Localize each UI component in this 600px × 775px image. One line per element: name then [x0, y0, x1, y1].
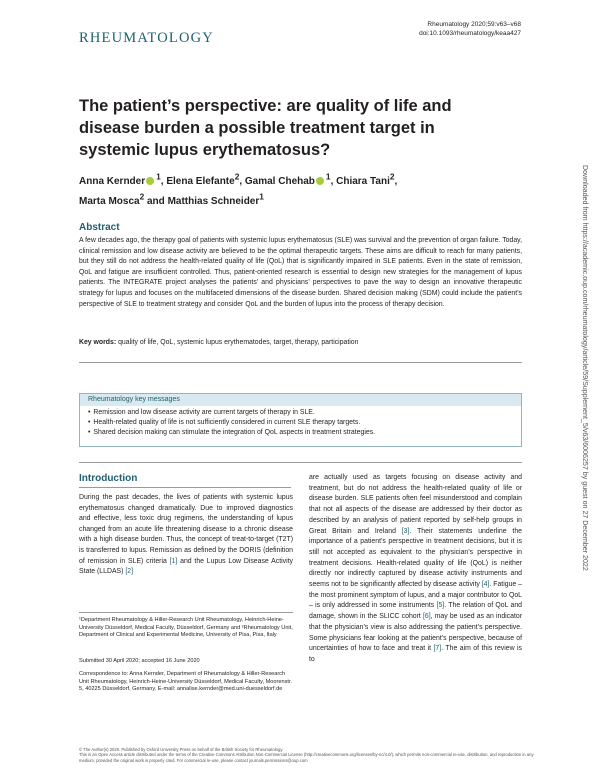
- reference-link[interactable]: [5]: [436, 602, 445, 610]
- abstract-text: A few decades ago, the therapy goal of patients with systemic lupus erythematosus (SLE) was survival and the prevention of organ failure. Today, clinical remission and low disease activity are believed to be the optimal therapeutic targets. These aims are difficult to reach for many patients, but they still do not address the health-related quality of life (QoL) that is significantly impaired in SLE patients. Even in the state of remission, QoL and fatigue are insufficient controlled. Thus, patient-oriented research is essential to design new strategies for the management of lupus patients. The INTEGRATE project analyses the patients’ and physicians’ perspectives to pave the way to design an innovative therapeutic strategy for lupus and focuses on the multifaceted dimensions of the disease burden. Shared decision making (SDM) could include the patient’s perspective of SLE to treatment strategy and consider QoL and the burden of lupus into the process of therapy decision.: [79, 237, 522, 308]
- author: Elena Elefante$^2$,: [166, 172, 245, 188]
- copyright-notice: [79, 747, 534, 763]
- submission-dates: Submitted 30 April 2020; accepted 16 June 2020: [79, 658, 200, 664]
- orcid-icon[interactable]: [316, 177, 324, 185]
- key-message-item: • Shared decision making can stimulate the integration of QoL aspects in treatment strategies.: [88, 428, 521, 438]
- introduction-heading: Introduction: [79, 473, 138, 484]
- author: Gamal Chehab $^1$,: [244, 172, 337, 188]
- introduction-right-column: are actually used as targets focusing on disease activity and treatment, but do not address the health-related quality of life or disease burden. SLE patients often feel misunderstood and complain that not all aspects of the disease are addressed by their doctor as described by an analysis of patient reported by self-help groups in Great Britain and Ireland [3]. Their statements underline the importance of a patient’s perspective in treatment decisions, but it is still not accepted as equivalent to the physician’s perspective in treatment decisions. Health-related quality of life (QoL) is neither directly nor indirectly captured by disease activity instruments and seems not to be significantly affected by disease activity [4]. Fatigue – the most prominent symptom of lupus, and a major contributor to QoL – is only addressed in some instruments [5]. The relation of QoL and damage, shown in the SLICC cohort [6], may be used as an indicator that the physician’s view is also addressing the patient’s perspective. Some physicians fear looking at the patient’s perspective, because of uncertainties of how to face and treat it [7]. The aim of this review is to: [309, 474, 523, 663]
- author: Chiara Tani$^2$,: [336, 172, 398, 188]
- affiliations-footnote: ¹Department Rheumatology & Hiller-Research Unit Rheumatology, Heinrich-Heine-University Düsseldorf, Medical Faculty, Düsseldorf, Germany and ²Rheumatology Unit, Department of Clinical and Experimental Medicine, University of Pisa, Pisa, Italy: [79, 617, 293, 639]
- reference-link[interactable]: [3]: [401, 527, 410, 535]
- reference-link[interactable]: [1]: [169, 557, 178, 565]
- correspondence-footnote: Correspondence to: Anna Kernder, Department of Rheumatology & Hiller-Research Unit Rheumatology, Heinrich-Heine-University Düsseldorf, Medical Faculty, Moorenstr. 5, 40225 Düsseldorf, Germany. E-mail: annalise.kernder@med.uni-duesseldorf.de: [79, 671, 293, 693]
- download-watermark: Downloaded from https://academic.oup.com/rheumatology/article/59/Supplement_5/v63/6006257 by guest on 27 December 2022: [581, 165, 589, 571]
- keywords-label: Key words:: [79, 339, 117, 346]
- divider: [79, 462, 522, 463]
- abstract-heading: Abstract: [79, 222, 120, 233]
- copyright-line: © The Author(s) 2020. Published by Oxford University Press on behalf of the British Society for Rheumatology.: [79, 747, 284, 752]
- journal-name: RHEUMATOLOGY: [79, 30, 214, 46]
- keywords: [79, 338, 522, 348]
- key-message-item: • Remission and low disease activity are current targets of therapy in SLE.: [88, 408, 521, 418]
- footnote-divider: [79, 612, 293, 613]
- reference-link[interactable]: [7]: [433, 645, 442, 653]
- citation-block: [419, 20, 521, 38]
- divider: [79, 487, 291, 488]
- introduction-left-column: During the past decades, the lives of patients with systemic lupus erythematosus changed dramatically. Due to improved diagnostics and effective, less toxic drug regimens, the understanding of lupus changed from an acute life threatening disease to a chronic disease with a high disease burden. Thus, the concept of treat-to-target (T2T) is transferred to lupus. Remission as defined by the DORIS (definition of remission in SLE) criteria [1] and the Lupus Low Disease Activity State (LLDAS) [2]: [79, 494, 293, 576]
- author: Marta Mosca$^2$ and: [79, 191, 168, 207]
- key-message-item: • Health-related quality of life is not sufficiently considered in current SLE therapy targets.: [88, 418, 521, 428]
- divider: [79, 362, 522, 363]
- author: Matthias Schneider$^1$: [167, 191, 264, 207]
- author: Anna Kernder $^1$,: [79, 172, 167, 188]
- key-messages-box: [79, 393, 522, 447]
- reference-link[interactable]: [6]: [422, 613, 431, 621]
- citation-doi[interactable]: doi:10.1093/rheumatology/keaa427: [419, 30, 521, 37]
- key-messages-list: [80, 406, 521, 437]
- article-title: The patient’s perspective: are quality of life and disease burden a possible treatment target in systemic lupus erythematosus?: [79, 97, 452, 159]
- key-messages-heading: Rheumatology key messages: [80, 394, 521, 406]
- reference-link[interactable]: [4]: [481, 581, 490, 589]
- keywords-text: quality of life, QoL, systemic lupus erythematodes, target, therapy, participation: [118, 339, 359, 346]
- orcid-icon[interactable]: [146, 177, 154, 185]
- reference-link[interactable]: [2]: [125, 568, 134, 576]
- license-line: This is an Open Access article distributed under the terms of the Creative Commons Attribution Non-Commercial License (http://creativecommons.org/licenses/by-nc/4.0/), which permits non-commercial re-use, distribution, and reproduction in any medium, provided the original work is properly cited. For commercial re-use, please contact journals.permissions@oup.com: [79, 752, 534, 763]
- author-list: [79, 170, 489, 209]
- citation-volume: Rheumatology 2020;59:v63–v68: [427, 21, 521, 28]
